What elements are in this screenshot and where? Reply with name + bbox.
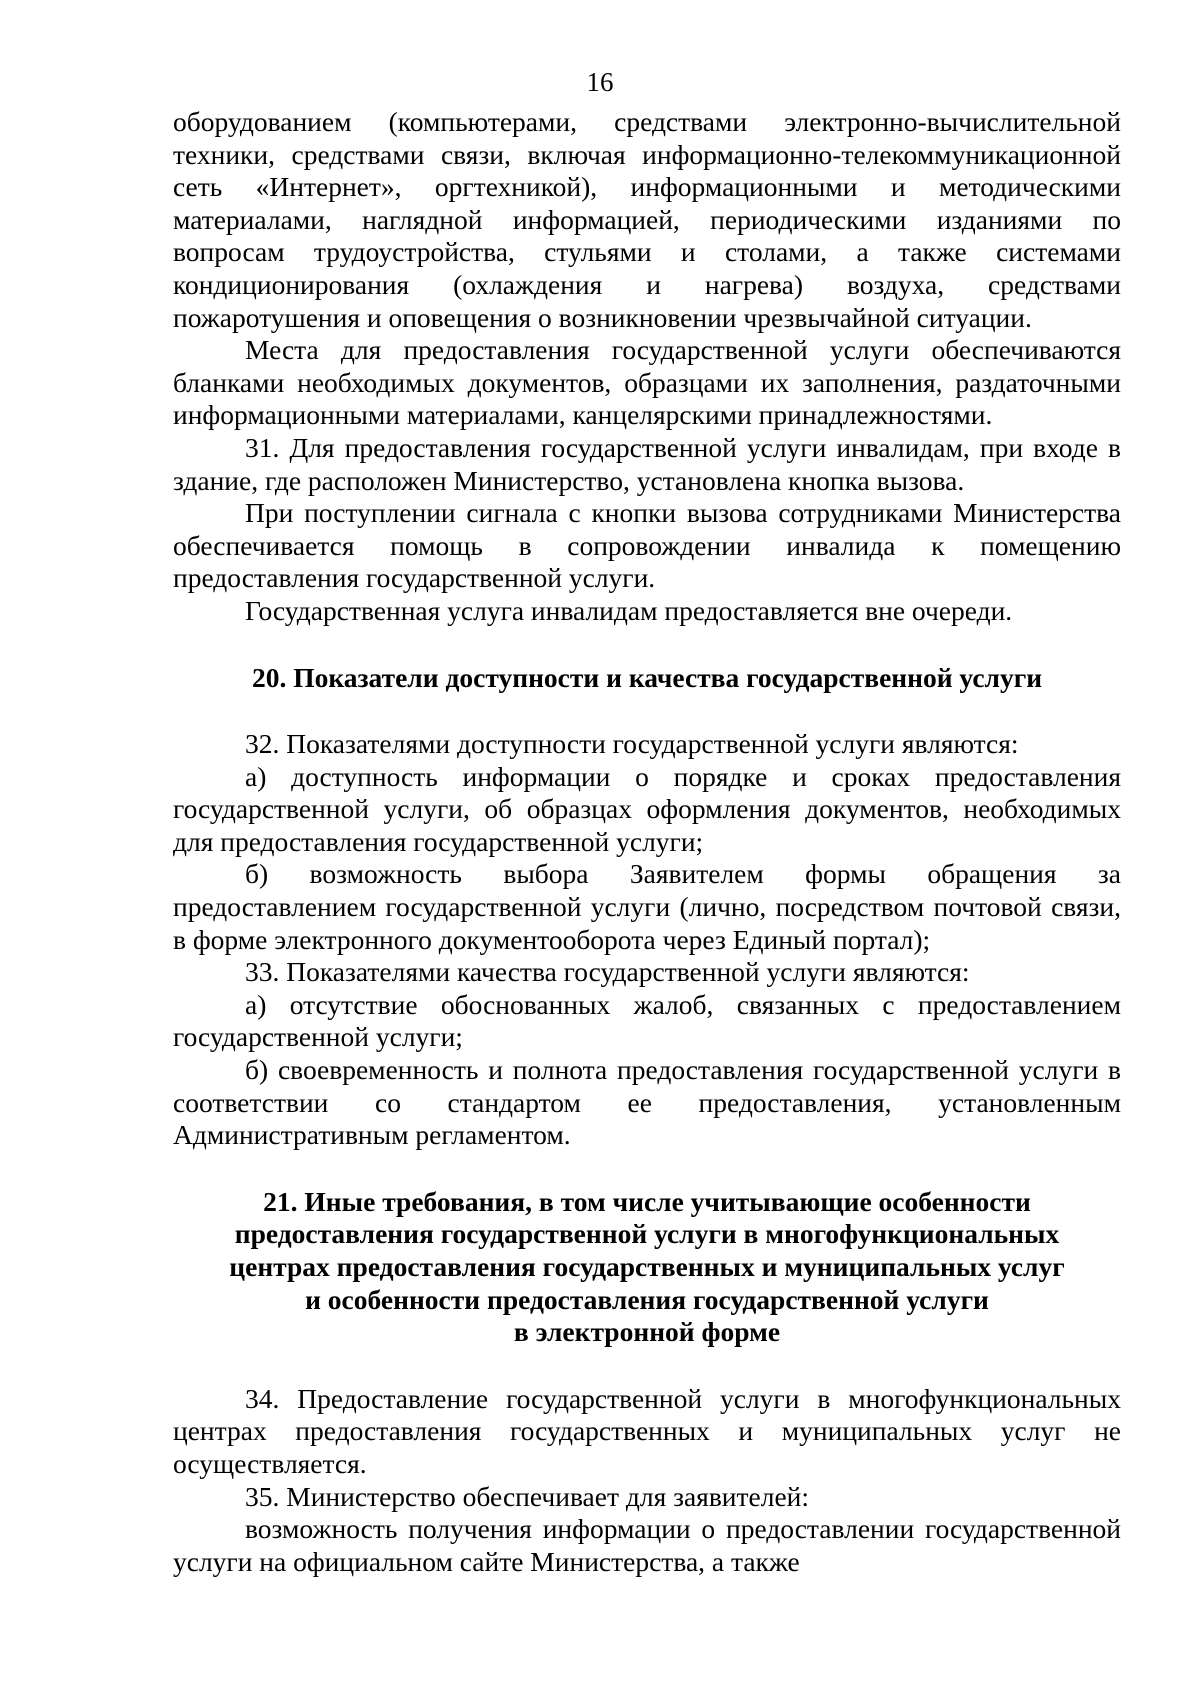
paragraph-33-a: а) отсутствие обоснованных жалоб, связанных с предоставлением государственной услуги; <box>173 988 1121 1053</box>
paragraph-34: 34. Предоставление государственной услуги в многофункциональных центрах предоставления государственных и муниципальных услуг не осуществляется. <box>173 1382 1121 1479</box>
paragraph-35: 35. Министерство обеспечивает для заявителей: <box>245 1480 810 1512</box>
heading-line: и особенности предоставления государственной услуги <box>305 1283 989 1315</box>
heading-line: центрах предоставления государственных и муниципальных услуг <box>229 1251 1065 1282</box>
heading-line: в электронной форме <box>513 1316 781 1348</box>
heading-section-21 <box>173 1186 1121 1349</box>
spacer <box>173 1152 1121 1186</box>
heading-line: 21. Иные требования, в том числе учитывающие особенности <box>263 1185 1031 1217</box>
paragraph-equipment: оборудованием (компьютерами, средствами электронно-вычислительной техники, средствами связи, включая информационно-телекоммуникационной сеть «Интернет», оргтехникой), информационными и методическими материалами, наглядной информацией, периодическими изданиями по вопросам трудоустройства, стульями и столами, а также системами кондиционирования (охлаждения и нагрева) воздуха, средствами пожаротушения и оповещения о возникновении чрезвычайной ситуации. <box>173 106 1121 333</box>
spacer <box>173 1349 1121 1383</box>
paragraph-call-button: При поступлении сигнала с кнопки вызова сотрудниками Министерства обеспечивается помощь в сопровождении инвалида к помещению предоставления государственной услуги. <box>173 497 1121 594</box>
paragraph-forms: Места для предоставления государственной услуги обеспечиваются бланками необходимых документов, образцами их заполнения, раздаточными информационными материалами, канцелярскими принадлежностями. <box>173 334 1121 431</box>
paragraph-33: 33. Показателями качества государственной услуги являются: <box>245 956 970 988</box>
paragraph-32: 32. Показателями доступности государственной услуги являются: <box>245 728 1019 760</box>
heading-line: предоставления государственной услуги в многофункциональных <box>234 1218 1060 1250</box>
paragraph-31: 31. Для предоставления государственной услуги инвалидам, при входе в здание, где расположен Министерство, установлена кнопка вызова. <box>173 431 1121 496</box>
page-number: 16 <box>586 67 614 97</box>
paragraph-35-info: возможность получения информации о предоставлении государственной услуги на официальном сайте Министерства, а также <box>173 1513 1121 1577</box>
heading-section-20: 20. Показатели доступности и качества государственной услуги <box>251 661 1043 693</box>
spacer <box>173 694 1121 728</box>
paragraph-no-queue: Государственная услуга инвалидам предоставляется вне очереди. <box>245 594 1013 626</box>
paragraph-32-a: а) доступность информации о порядке и сроках предоставления государственной услуги, об образцах оформления документов, необходимых для предоставления государственной услуги; <box>173 760 1121 857</box>
section-19-continuation <box>173 106 1121 1578</box>
paragraph-32-b: б) возможность выбора Заявителем формы обращения за предоставлением государственной услуги (лично, посредством почтовой связи, в форме электронного документооборота через Единый портал); <box>173 858 1121 955</box>
spacer <box>173 628 1121 662</box>
paragraph-33-b: б) своевременность и полнота предоставления государственной услуги в соответствии со стандартом ее предоставления, установленным Административным регламентом. <box>173 1054 1121 1151</box>
